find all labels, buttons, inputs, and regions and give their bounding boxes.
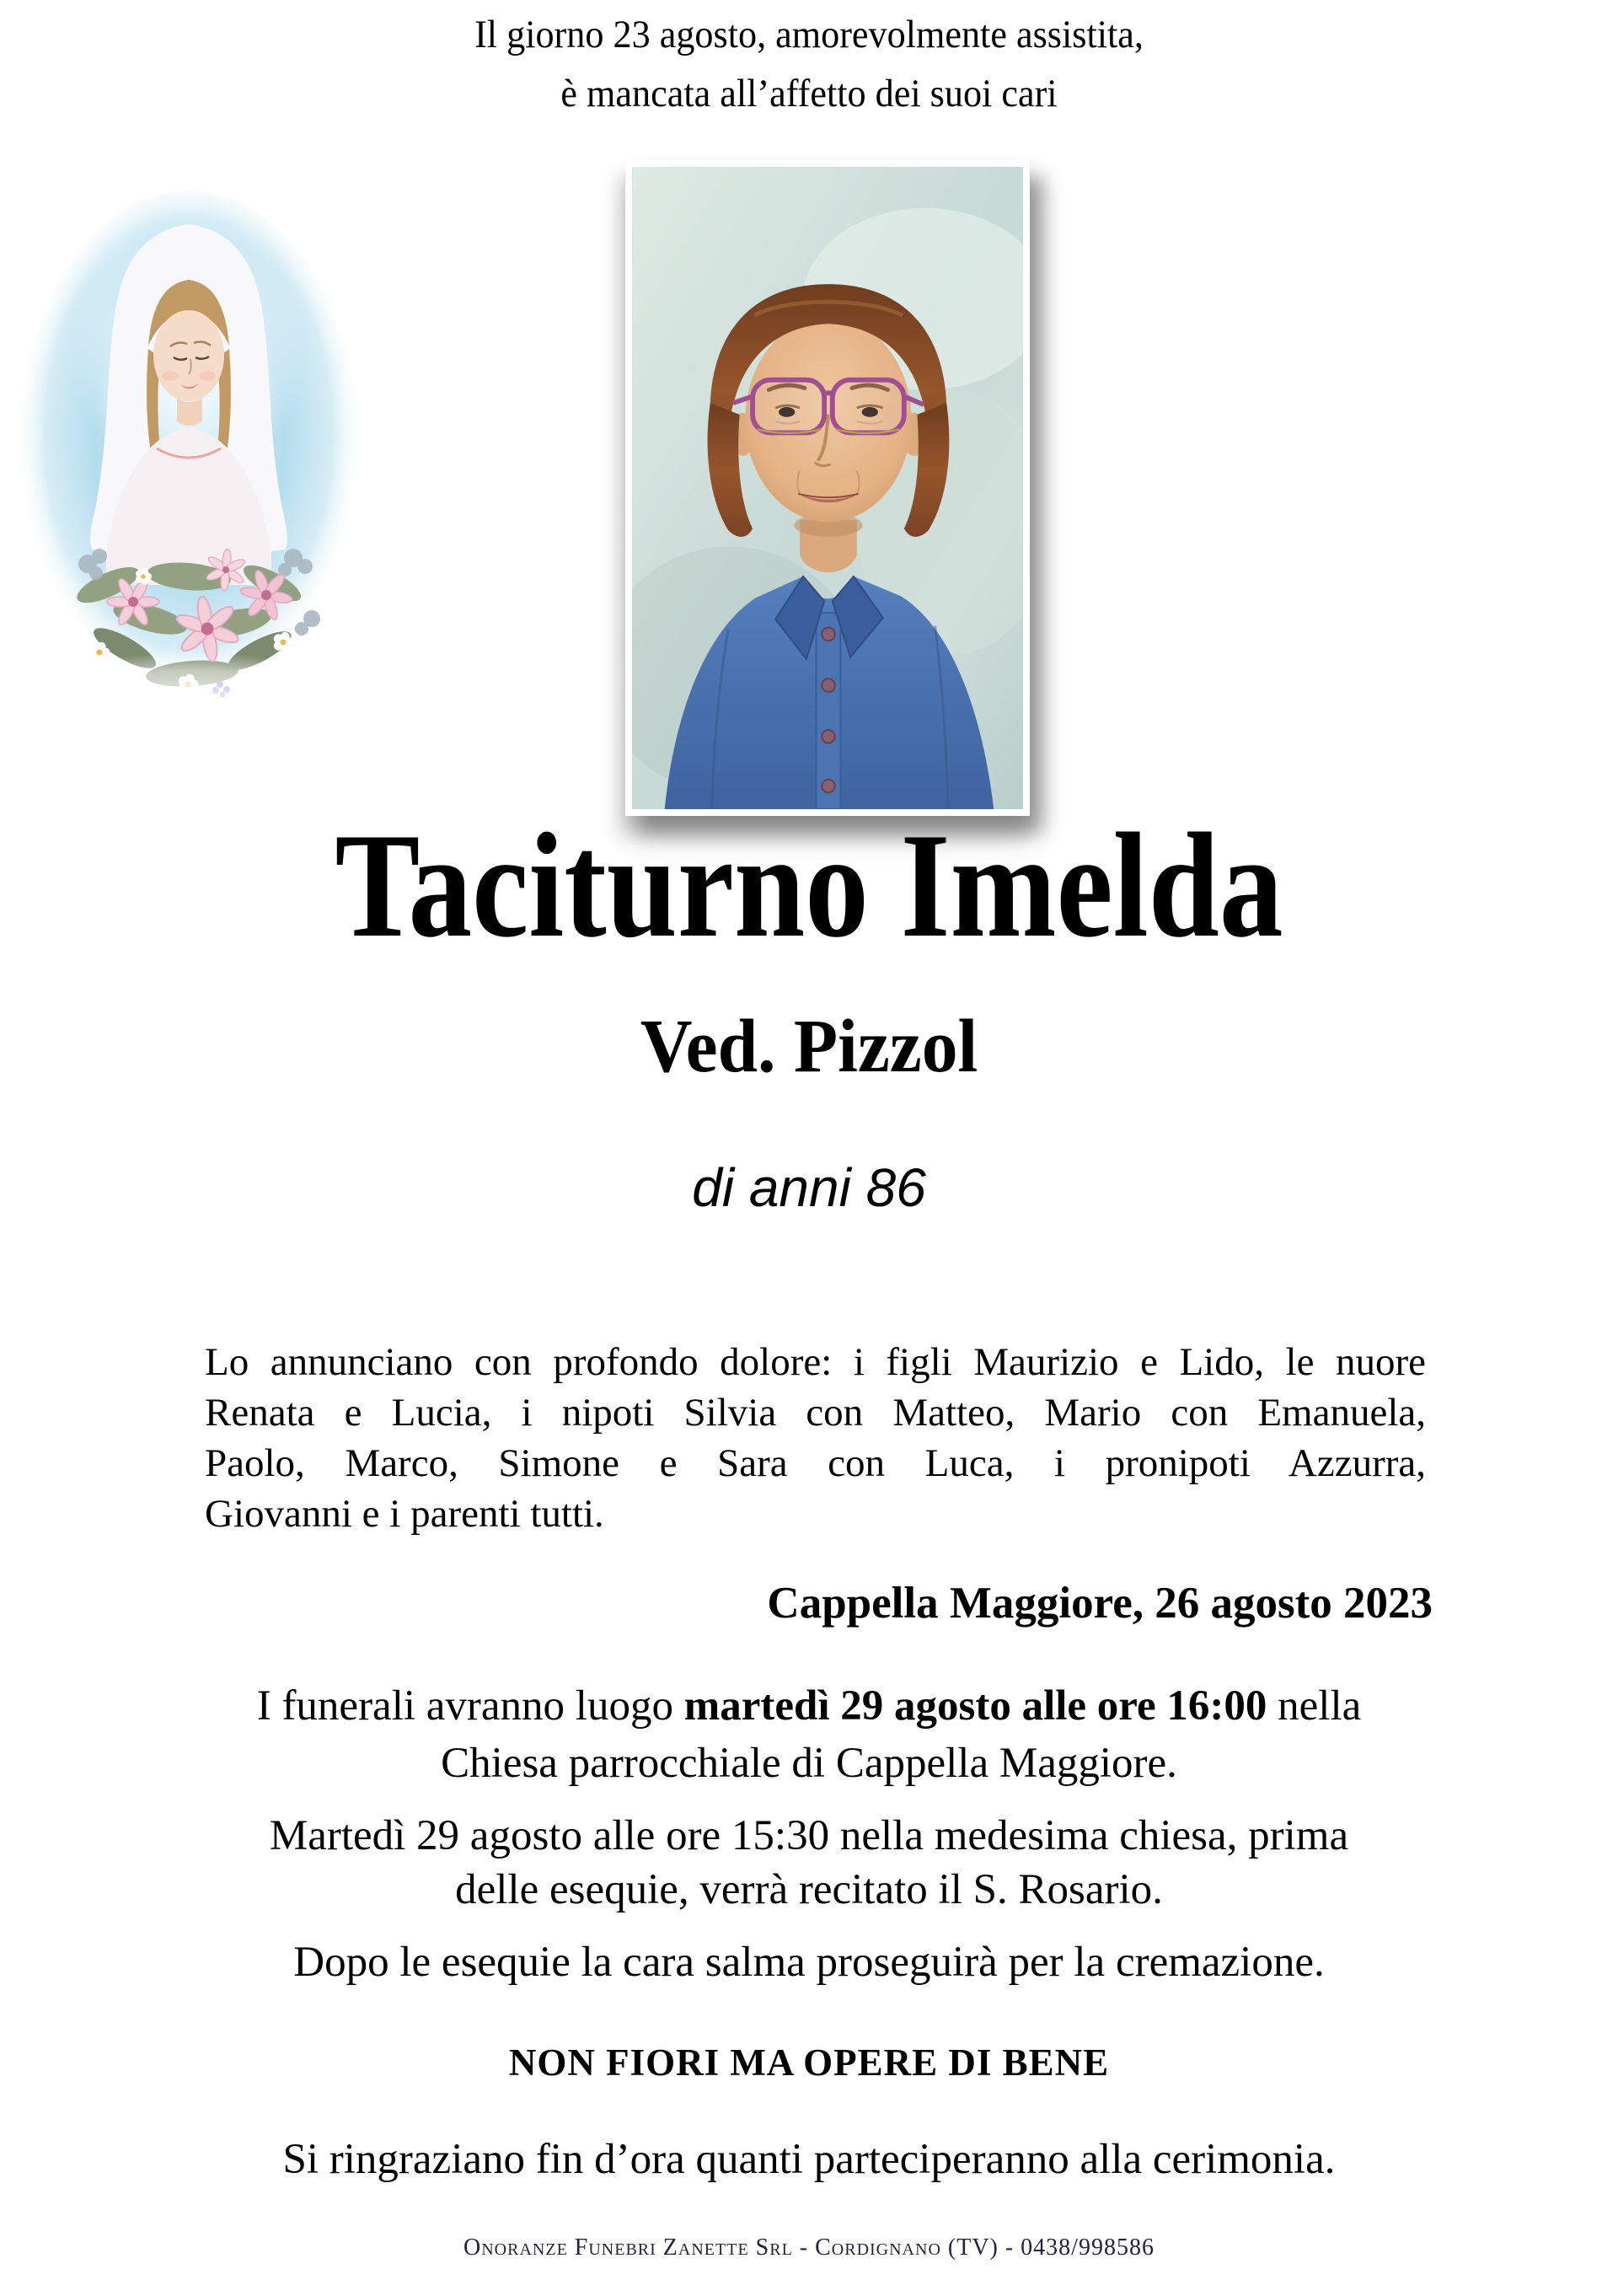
- header-line-1: Il giorno 23 agosto, amorevolmente assistita,: [474, 13, 1144, 56]
- portrait-image: [632, 167, 1023, 809]
- funeral-line1-pre: I funerali avranno luogo: [256, 1682, 684, 1730]
- madonna-illustration: [15, 180, 362, 710]
- header-line-2: è mancata all’affetto dei suoi cari: [560, 72, 1058, 115]
- no-flowers-line: NON FIORI MA OPERE DI BENE: [508, 2041, 1110, 2084]
- widow-title: Ved. Pizzol: [640, 1005, 978, 1088]
- funeral-line1-bold: martedì 29 agosto alle ore 16:00: [683, 1682, 1267, 1730]
- announcement-line: Lo annunciano con profondo dolore: i figli Maurizio e Lido, le nuore: [205, 1340, 1426, 1384]
- announcement-line: Paolo, Marco, Simone e Sara con Luca, i pronipoti Azzurra,: [205, 1441, 1426, 1485]
- announcement-paragraph: [205, 1337, 1426, 1539]
- age-line: di anni 86: [692, 1157, 926, 1218]
- blush-right: [199, 371, 216, 381]
- deceased-name: Taciturno Imelda: [335, 802, 1283, 968]
- funeral-home-footer: Onoranze Funebri Zanette Srl - Cordignano (TV) - 0438/998586: [463, 2234, 1155, 2261]
- funeral-line1-post: nella: [1267, 1682, 1362, 1730]
- funeral-line-2: Chiesa parrocchiale di Cappella Maggiore.: [441, 1740, 1177, 1787]
- funeral-line-1: [0, 1677, 1618, 1735]
- blush-left: [162, 371, 179, 381]
- announcement-line: Renata e Lucia, i nipoti Silvia con Matteo, Mario con Emanuela,: [205, 1391, 1426, 1435]
- cremation-line: Dopo le esequie la cara salma proseguirà per la cremazione.: [293, 1939, 1325, 1986]
- rosary-notice: [0, 1809, 1618, 1917]
- announcement-line: Giovanni e i parenti tutti.: [205, 1492, 604, 1536]
- bottom-fade: [15, 652, 362, 710]
- funeral-notice: [0, 1677, 1618, 1792]
- header-intro: [49, 5, 1570, 123]
- rosary-line-2: delle esequie, verrà recitato il S. Rosario.: [455, 1866, 1163, 1913]
- thanks-line: Si ringraziano fin d’ora quanti parteciperanno alla cerimonia.: [282, 2136, 1336, 2183]
- madonna-image: [15, 180, 362, 710]
- dateline: Cappella Maggiore, 26 agosto 2023: [767, 1579, 1433, 1628]
- portrait-photo: [625, 160, 1030, 816]
- rosary-line-1: Martedì 29 agosto alle ore 15:30 nella medesima chiesa, prima: [269, 1812, 1349, 1859]
